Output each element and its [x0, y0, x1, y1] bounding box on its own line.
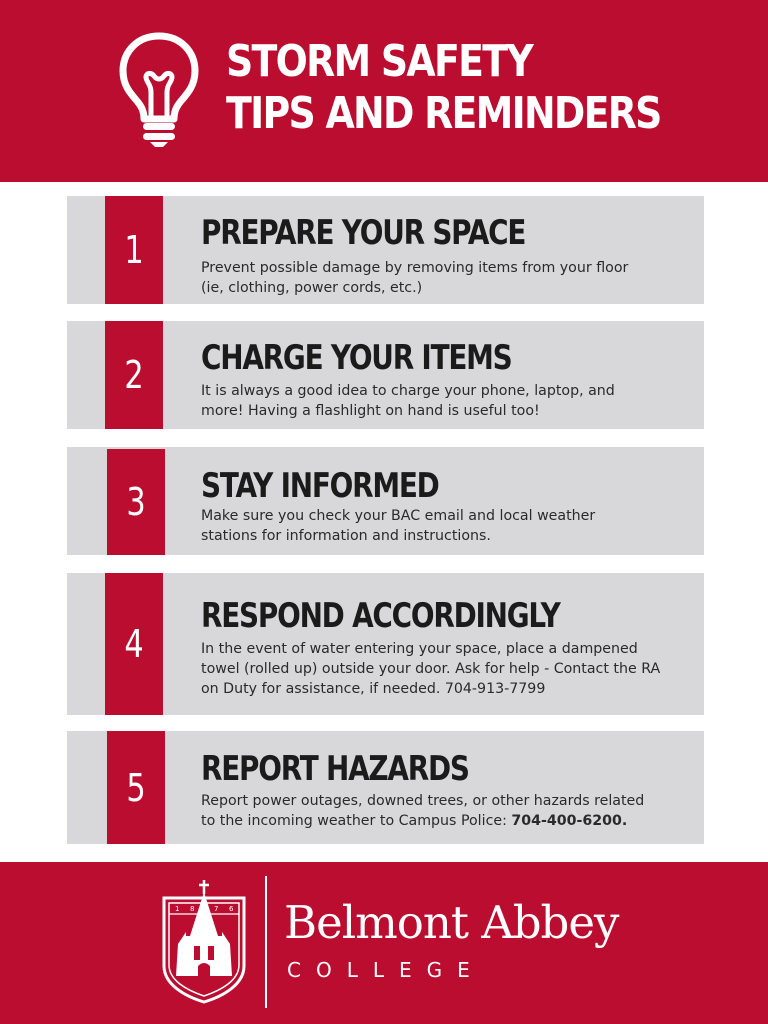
tip-number-badge: 5 [107, 731, 165, 844]
tip-number-badge: 3 [107, 449, 165, 555]
tip-description: Prevent possible damage by removing items from your floor (ie, clothing, power cords, etc.) [201, 260, 629, 296]
tip-description: Report power outages, downed trees, or other hazards related to the incoming weather to Campus Police: 704-400-6200. [201, 793, 645, 829]
tip-title: CHARGE YOUR ITEMS [201, 338, 512, 378]
crest-digit: 1 [175, 905, 180, 913]
tip-title: PREPARE YOUR SPACE [201, 213, 526, 253]
tip-card-5 [67, 731, 704, 844]
tip-number-badge: 2 [105, 321, 163, 429]
footer-divider [265, 876, 267, 1008]
brand-name: Belmont Abbey [284, 896, 619, 949]
tip-description: It is always a good idea to charge your phone, laptop, and more! Having a flashlight on hand is useful too! [201, 383, 615, 419]
crest-digit: 8 [190, 905, 195, 913]
campus-police-phone: 704-400-6200. [511, 813, 628, 829]
tip-card-2 [67, 321, 704, 429]
tip-card-4 [67, 573, 704, 715]
tip-title: STAY INFORMED [201, 466, 439, 506]
tip-description: In the event of water entering your space, place a dampened towel (rolled up) outside your door. Ask for help - Contact the RA on Duty for assistance, if needed. 704-913-7799 [201, 641, 661, 697]
crest-digit: 6 [229, 905, 234, 913]
tip-title: RESPOND ACCORDINGLY [201, 596, 560, 636]
title-line-2: TIPS AND REMINDERS [226, 88, 661, 139]
page-title [226, 36, 661, 140]
tip-card-1 [67, 196, 704, 304]
brand-subtitle: COLLEGE [287, 958, 485, 982]
tip-number-badge: 4 [105, 573, 163, 715]
tip-description: Make sure you check your BAC email and local weather stations for information and instructions. [201, 508, 596, 544]
tip-number-badge: 1 [105, 196, 163, 304]
lightbulb-icon [116, 30, 202, 148]
crest-digit: 7 [214, 905, 219, 913]
college-crest-icon [160, 880, 248, 1004]
tip-title: REPORT HAZARDS [201, 749, 469, 789]
title-line-1: STORM SAFETY [226, 36, 533, 87]
tip-card-3 [67, 447, 704, 555]
